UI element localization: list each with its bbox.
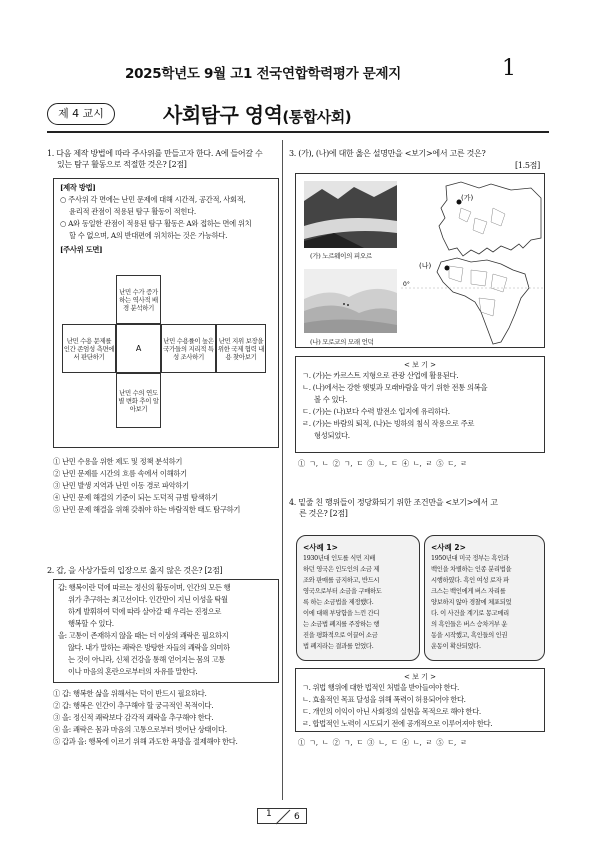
q4-case2-line: 운동이 확산되었다. xyxy=(431,643,481,650)
subject-main: 사회탐구 영역 xyxy=(163,103,283,127)
q4-case2-line: 양보하지 않아 경찰에 체포되었 xyxy=(431,599,512,606)
q3-figure-box xyxy=(295,173,545,348)
q1-choice-3[interactable]: ③ 난민 발생 지역과 난민 이동 경로 파악하기 xyxy=(53,481,189,490)
q2-choice-4[interactable]: ④ 을: 쾌락은 몸과 마음의 고통으로부터 벗어난 상태이다. xyxy=(53,725,227,734)
q1-choice-4[interactable]: ④ 난민 문제 해결의 기준이 되는 도덕적 규범 탐색하기 xyxy=(53,493,218,502)
q4-case1-title: <사례 1> xyxy=(303,543,338,552)
q1-method-2a: ○ A와 동일한 관점이 적용된 탐구 활동은 A와 접하는 면에 위치 xyxy=(60,219,252,228)
q4-case-1 xyxy=(296,535,420,661)
q4-boki-box xyxy=(295,668,545,732)
q3-caption-b: (나) 모로코의 모래 언덕 xyxy=(310,338,374,346)
dice-face-right1: 난민 수용률이 높은 국가들의 지리적 특성 조사하기 xyxy=(161,324,216,373)
q3-points: [1.5점] xyxy=(515,161,540,170)
q3-boki-4b: 형성되었다. xyxy=(314,431,350,440)
q4-boki-label: < 보 기 > xyxy=(404,673,436,681)
q3-boki-2: ㄴ. (나)에서는 강한 햇빛과 모래바람을 막기 위한 전통 의복을 xyxy=(302,383,488,392)
q2-choice-1[interactable]: ① 갑: 행복한 삶을 위해서는 덕이 반드시 필요하다. xyxy=(53,689,207,698)
q3-boki-box xyxy=(295,356,545,453)
q4-case2-line: 크스는 백인에게 버스 자리를 xyxy=(431,588,506,595)
dice-face-a: A xyxy=(116,324,161,373)
dune-photo xyxy=(304,269,397,333)
q1-method-1b: 윤리적 관점이 적용된 탐구 활동이 적힌다. xyxy=(69,207,196,216)
page-number: 1 xyxy=(502,56,516,81)
subject-title xyxy=(163,99,351,128)
question-2-stem: 2. 갑, 을 사상가들의 입장으로 옳지 않은 것은? [2점] xyxy=(47,566,223,575)
q1-method-2b: 할 수 없으며, A의 반대편에 위치하는 것은 가능하다. xyxy=(69,231,228,240)
q2-line-6: 않다. 내가 말하는 쾌락은 방탕한 자들의 쾌락을 의미하 xyxy=(68,643,230,652)
q4-case2-line: 1950년대 미국 정부는 흑인과 xyxy=(431,555,509,562)
q4-boki-2: ㄴ. 효율적인 목표 달성을 위해 폭력이 허용되어야 한다. xyxy=(302,695,466,704)
q1-choices xyxy=(53,456,283,516)
q4-case1-line: 록 하는 소금법을 제정했다. xyxy=(303,599,374,606)
q1-method-title: [제작 방법] xyxy=(60,183,96,192)
europe-africa-map xyxy=(401,178,543,346)
q3-answers[interactable]: ① ㄱ, ㄴ ② ㄱ, ㄷ ③ ㄴ, ㄷ ④ ㄴ, ㄹ ⑤ ㄷ, ㄹ xyxy=(298,459,467,468)
period-badge: 제 4 교시 xyxy=(47,103,115,125)
question-1-stem xyxy=(47,148,279,170)
dice-face-right2: 난민 지위 보장을 위한 국제 협력 내용 찾아보기 xyxy=(216,324,266,373)
q1-choice-5[interactable]: ⑤ 난민 문제 해결을 위해 갖춰야 하는 바람직한 태도 탐구하기 xyxy=(53,505,241,514)
q2-choice-5[interactable]: ⑤ 갑과 을: 행복에 이르기 위해 과도한 욕망을 절제해야 한다. xyxy=(53,737,238,746)
q4-case2-line: 의 흑인들은 버스 승차거부 운 xyxy=(431,621,508,628)
q2-box xyxy=(53,579,279,683)
q2-line-2: 위가 추구하는 최고선이다. 인간만이 지닌 이성을 탁월 xyxy=(68,595,228,604)
q1-stem-line1: 1. 다음 제작 방법에 따라 주사위를 만들고자 한다. A에 들어갈 수 xyxy=(47,149,263,158)
question-4-stem xyxy=(289,497,551,519)
q4-answers[interactable]: ① ㄱ, ㄴ ② ㄱ, ㄷ ③ ㄴ, ㄷ ④ ㄴ, ㄹ ⑤ ㄷ, ㄹ xyxy=(298,738,467,747)
map-label-b: (나) xyxy=(419,262,432,270)
q3-boki-3: ㄷ. (가)는 (나)보다 수력 발전소 입지에 유리하다. xyxy=(302,407,450,416)
q2-choices xyxy=(53,688,283,748)
question-3-stem: 3. (가), (나)에 대한 옳은 설명만을 <보기>에서 고른 것은? xyxy=(289,149,486,158)
q3-boki-1: ㄱ. (가)는 카르스트 지형으로 관광 산업에 활용된다. xyxy=(302,371,459,380)
q4-case1-line: 진을 평화적으로 이끌어 소금 xyxy=(303,632,378,639)
q4-case1-line: 1930년대 인도를 식민 지배 xyxy=(303,555,375,562)
q4-case1-line: 법 폐지라는 결과를 얻었다. xyxy=(303,643,374,650)
q1-choice-1[interactable]: ① 난민 수용을 위한 제도 및 정책 분석하기 xyxy=(53,457,183,466)
q3-boki-4: ㄹ. (가)는 바람의 퇴적, (나)는 빙하의 침식 작용으로 주로 xyxy=(302,419,475,428)
q2-line-8: 이나 마음의 혼란으로부터의 자유를 말한다. xyxy=(68,667,198,676)
q4-stem-line1: 4. 밑줄 친 행위들이 정당화되기 위한 조건만을 <보기>에서 고 xyxy=(289,498,498,507)
q4-boki-3: ㄷ. 개인의 이익이 아닌 사회정의 실현을 목적으로 해야 한다. xyxy=(302,707,481,716)
q4-stem-line2: 른 것은? [2점] xyxy=(299,509,348,518)
map-label-a: (가) xyxy=(461,194,474,202)
fjord-photo xyxy=(304,181,397,248)
q2-line-3: 하게 발휘하여 덕에 따라 살아갈 때 우리는 진정으로 xyxy=(68,607,222,616)
dice-face-bottom: 난민 수의 연도별 변화 추이 알아보기 xyxy=(116,373,161,428)
footer-page-indicator xyxy=(257,808,307,824)
q4-case2-line: 동을 시작했고, 흑인들의 인권 xyxy=(431,632,508,639)
header-rule xyxy=(47,131,549,133)
dice-face-left: 난민 수용 문제를 인간 존엄성 측면에서 판단하기 xyxy=(62,324,116,373)
q1-box xyxy=(53,178,279,448)
q4-case2-line: 시행하였다. 흑인 여성 로자 파 xyxy=(431,577,509,584)
q2-line-7: 는 것이 아니라, 신체 건강을 통해 얻어지는 몸의 고통 xyxy=(68,655,225,664)
q1-stem-line2: 있는 탐구 활동으로 적절한 것은? [2점] xyxy=(57,160,187,169)
exam-title: 2025학년도 9월 고1 전국연합학력평가 문제지 xyxy=(125,66,402,82)
q2-choice-2[interactable]: ② 갑: 행복은 인간이 추구해야 할 궁극적인 목적이다. xyxy=(53,701,214,710)
q4-case1-line: 조와 판매를 금지하고, 반드시 xyxy=(303,577,380,584)
q1-choice-2[interactable]: ② 난민 문제를 시간의 흐름 속에서 이해하기 xyxy=(53,469,187,478)
q1-method-1a: ○ 주사위 각 면에는 난민 문제에 대해 시간적, 공간적, 사회적, xyxy=(60,195,246,204)
q4-case1-line: 이에 대해 부당함을 느낀 간디 xyxy=(303,610,380,617)
dice-face-top: 난민 수가 증가하는 역사적 배경 분석하기 xyxy=(116,275,161,324)
q3-caption-a: (가) 노르웨이의 피오르 xyxy=(310,252,372,260)
footer-current-page: 1 xyxy=(266,809,272,819)
q4-boki-4: ㄹ. 합법적인 노력이 시도되기 전에 공개적으로 이루어져야 한다. xyxy=(302,719,493,728)
footer-total-pages: 6 xyxy=(294,812,300,822)
q4-case1-line: 는 소금법 폐지를 주장하는 행 xyxy=(303,621,380,628)
q4-case2-line: 백인을 차별하는 인종 분리법을 xyxy=(431,566,512,573)
q2-line-1: 갑: 행복이란 덕에 따르는 정신의 활동이며, 인간의 모든 행 xyxy=(58,583,231,592)
q4-boki-1: ㄱ. 위법 행위에 대한 법적인 처벌을 받아들여야 한다. xyxy=(302,683,459,692)
q4-case2-line: 다. 이 사건을 계기로 몽고메리 xyxy=(431,610,509,617)
map-lat-label: 0° xyxy=(403,281,410,288)
q3-boki-label: < 보 기 > xyxy=(404,361,436,369)
q2-line-4: 행복할 수 있다. xyxy=(68,619,114,628)
q2-choice-3[interactable]: ③ 을: 정신적 쾌락보다 감각적 쾌락을 추구해야 한다. xyxy=(53,713,214,722)
q3-boki-2b: 볼 수 있다. xyxy=(314,395,348,404)
q4-case-2 xyxy=(424,535,545,661)
subject-sub: (통합사회) xyxy=(282,108,352,126)
q2-line-5: 을: 고통이 존재하지 않을 때는 더 이상의 쾌락은 필요하지 xyxy=(58,631,229,640)
q1-net-title: [주사위 도면] xyxy=(60,245,103,254)
q4-case2-title: <사례 2> xyxy=(431,543,466,552)
q4-case1-line: 영국으로부터 소금을 구매하도 xyxy=(303,588,382,595)
q4-case1-line: 하던 영국은 인도인의 소금 제 xyxy=(303,566,380,573)
